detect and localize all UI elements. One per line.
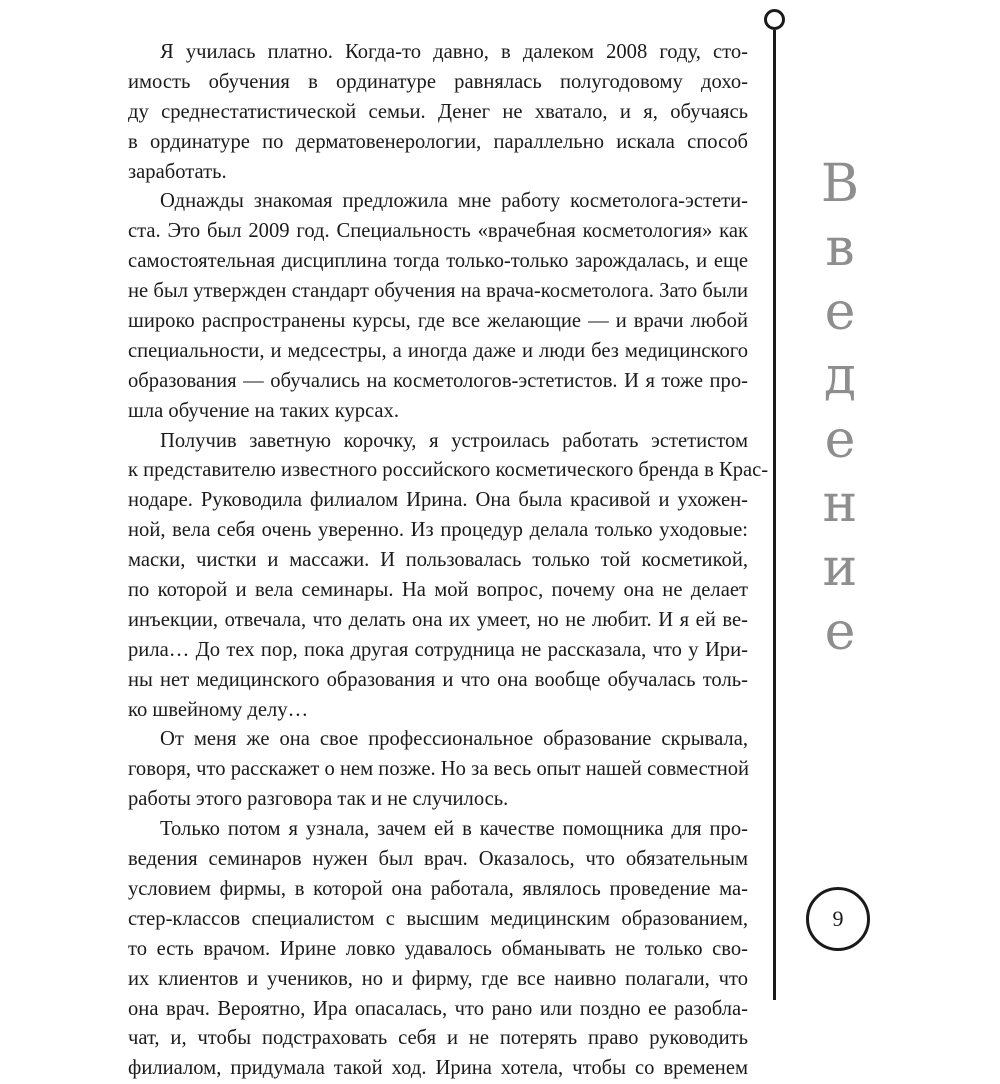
text-line: стер-классов специалистом с высшим медицинским образованием, [128, 907, 748, 930]
text-line: говоря, что расскажет о нем позже. Но за весь опыт нашей совместной [128, 758, 750, 781]
body-text [128, 38, 769, 1084]
text-line: маски, чистки и массажи. И пользовалась только той косметикой, [128, 549, 748, 572]
text-line: самостоятельная дисциплина тогда только-только зарождалась, и еще [128, 250, 748, 273]
text-line: она врач. Вероятно, Ира опасалась, что рано или поздно ее разобла- [128, 997, 748, 1020]
text-line: в ординатуре по дерматовенерологии, параллельно искала способ [128, 130, 748, 153]
text-line: Только потом я узнала, зачем ей в качестве помощника для про- [160, 818, 748, 841]
section-title-letter: и [822, 538, 858, 598]
margin-rule [773, 30, 776, 1000]
text-line: к представителю известного российского косметического бренда в Крас- [128, 459, 769, 482]
text-line: филиалом, придумала такой ход. Ирина хотела, чтобы со временем [128, 1057, 748, 1080]
text-line: шла обучение на таких курсах. [128, 399, 399, 422]
text-line: Я училась платно. Когда-то давно, в далеком 2008 году, сто- [160, 41, 748, 63]
text-line: инъекции, отвечала, что делать она их умеет, но не любит. И я ей ве- [128, 608, 748, 631]
section-title [800, 152, 880, 664]
text-line: условием фирмы, в которой она работала, являлось проведение ма- [128, 877, 748, 900]
text-line: то есть врачом. Ирине ловко удавалось обманывать не только сво- [128, 937, 748, 960]
text-line: Получив заветную корочку, я устроилась работать эстетистом [160, 429, 748, 452]
text-line: ста. Это был 2009 год. Специальность «врачебная косметология» как [128, 220, 748, 243]
text-line: ной, вела себя очень уверенно. Из процедур делала только уходовые: [128, 519, 748, 542]
text-line: От меня же она свое профессиональное образование скрывала, [160, 728, 748, 751]
section-title-letter: е [824, 282, 856, 342]
text-line: их клиентов и учеников, но и фирму, где все наивно полагали, что [128, 967, 748, 990]
text-line: образования — обучались на косметологов-эстетистов. И я тоже про- [128, 369, 748, 392]
text-line: рила… До тех пор, пока другая сотрудница не рассказала, что у Ири- [128, 638, 748, 661]
text-line: ны нет медицинского образования и что она вообще обучалась толь- [128, 668, 748, 691]
section-title-letter: е [824, 410, 856, 470]
text-line: чат, и, чтобы подстраховать себя и не потерять право руководить [128, 1027, 748, 1050]
text-line: нодаре. Руководила филиалом Ирина. Она была красивой и ухожен- [128, 489, 748, 512]
section-title-letter: в [825, 218, 855, 278]
text-line: ведения семинаров нужен был врач. Оказалось, что обязательным [128, 848, 748, 871]
text-line: широко распространены курсы, где все желающие — и врачи любой [128, 310, 748, 333]
text-line: работы этого разговора так и не случилось. [128, 788, 509, 811]
text-line: Однажды знакомая предложила мне работу косметолога-эстети- [160, 190, 748, 213]
text-line: ду среднестатистической семьи. Денег не хватало, и я, обучаясь [128, 100, 748, 123]
section-title-letter: н [822, 474, 858, 534]
page-number: 9 [806, 887, 870, 951]
text-line: ко швейному делу… [128, 698, 309, 721]
text-line: специальности, и медсестры, а иногда даже и люди без медицинского [128, 339, 748, 362]
section-title-letter: е [824, 602, 856, 662]
text-line: не был утвержден стандарт обучения на врача-косметолога. Зато были [128, 280, 748, 303]
text-line: по которой и вела семинары. На мой вопрос, почему она не делает [128, 579, 748, 602]
rule-ring-icon [764, 9, 785, 30]
text-line: имость обучения в ординатуре равнялась полугодовому дохо- [128, 70, 748, 93]
section-title-letter: В [820, 154, 860, 214]
text-line: заработать. [128, 160, 227, 183]
section-title-letter: д [823, 346, 857, 406]
